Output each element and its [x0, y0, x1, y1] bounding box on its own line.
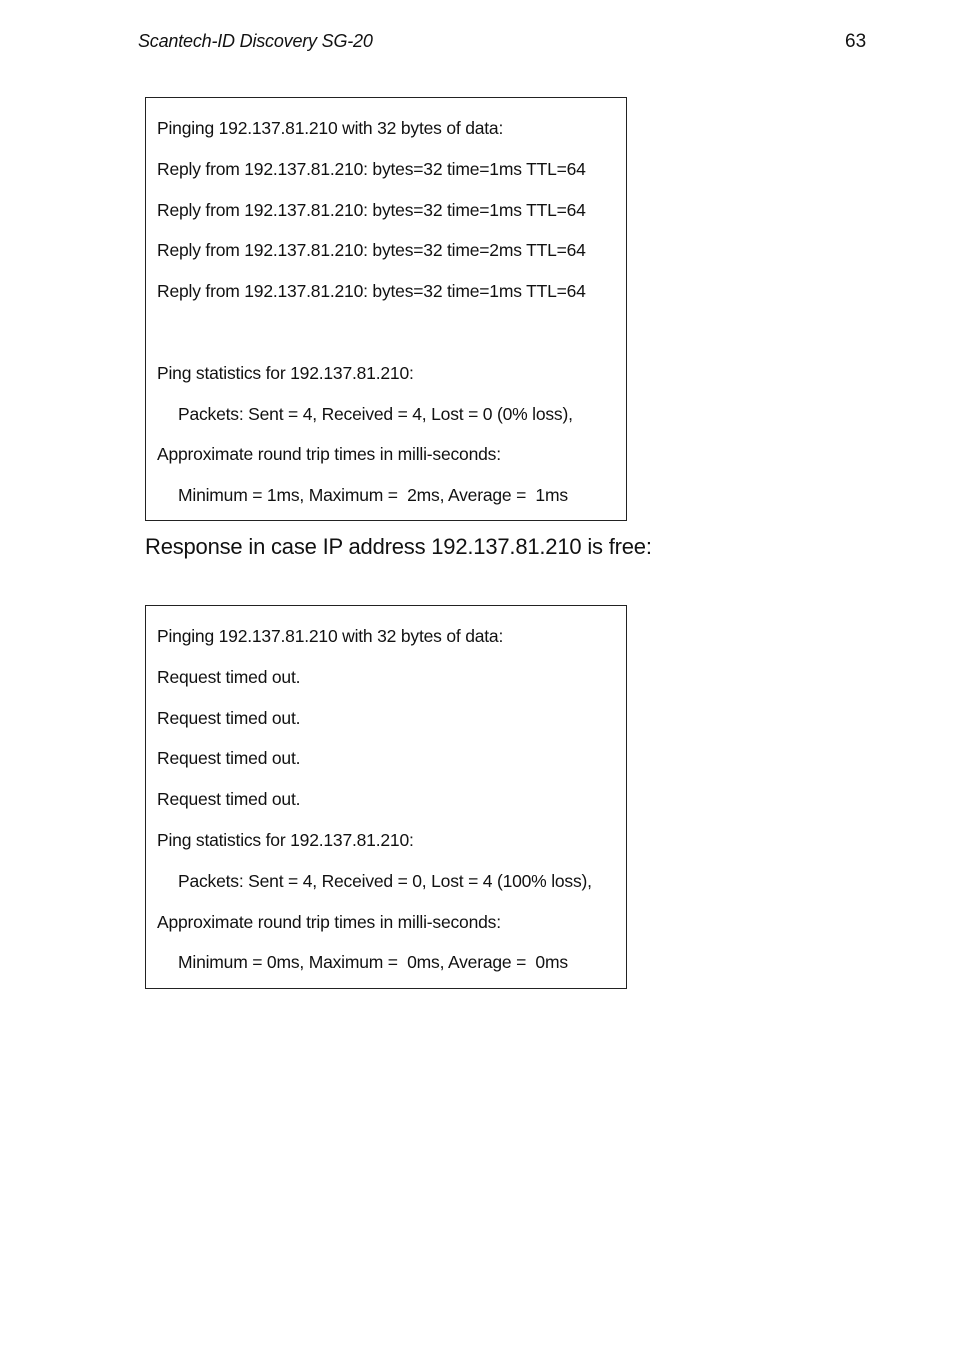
ping-statistics-heading: Ping statistics for 192.137.81.210: [157, 362, 414, 383]
timeout-line: Request timed out. [157, 789, 301, 810]
ping-statistics-heading: Ping statistics for 192.137.81.210: [157, 829, 414, 850]
timeout-line: Request timed out. [157, 707, 301, 728]
round-trip-heading: Approximate round trip times in milli-seconds: [157, 444, 501, 465]
ping-command-line: Pinging 192.137.81.210 with 32 bytes of data: [157, 626, 504, 646]
reply-line: Reply from 192.137.81.210: bytes=32 time=1ms TTL=64 [157, 199, 586, 220]
free-address-caption: Response in case IP address 192.137.81.210 is free: [145, 534, 652, 559]
round-trip-summary: Minimum = 0ms, Maximum = 0ms, Average = 0ms [178, 952, 568, 973]
reply-line: Reply from 192.137.81.210: bytes=32 time=1ms TTL=64 [157, 281, 586, 302]
timeout-line: Request timed out. [157, 666, 301, 687]
page-number: 63 [845, 31, 867, 52]
packets-summary: Packets: Sent = 4, Received = 4, Lost = 0 (0% loss), [178, 403, 573, 424]
round-trip-heading: Approximate round trip times in milli-seconds: [157, 911, 501, 932]
ping-timeout-output-box [145, 605, 627, 989]
timeout-line: Request timed out. [157, 748, 301, 769]
ping-reply-output-box [145, 97, 627, 521]
round-trip-summary: Minimum = 1ms, Maximum = 2ms, Average = 1ms [178, 485, 568, 506]
reply-line: Reply from 192.137.81.210: bytes=32 time=1ms TTL=64 [157, 158, 586, 179]
ping-command-line: Pinging 192.137.81.210 with 32 bytes of data: [157, 118, 504, 138]
packets-summary: Packets: Sent = 4, Received = 0, Lost = 4 (100% loss), [178, 870, 592, 891]
blank-line [157, 319, 626, 360]
running-header-title: Scantech-ID Discovery SG-20 [138, 31, 373, 51]
reply-line: Reply from 192.137.81.210: bytes=32 time=2ms TTL=64 [157, 240, 586, 261]
